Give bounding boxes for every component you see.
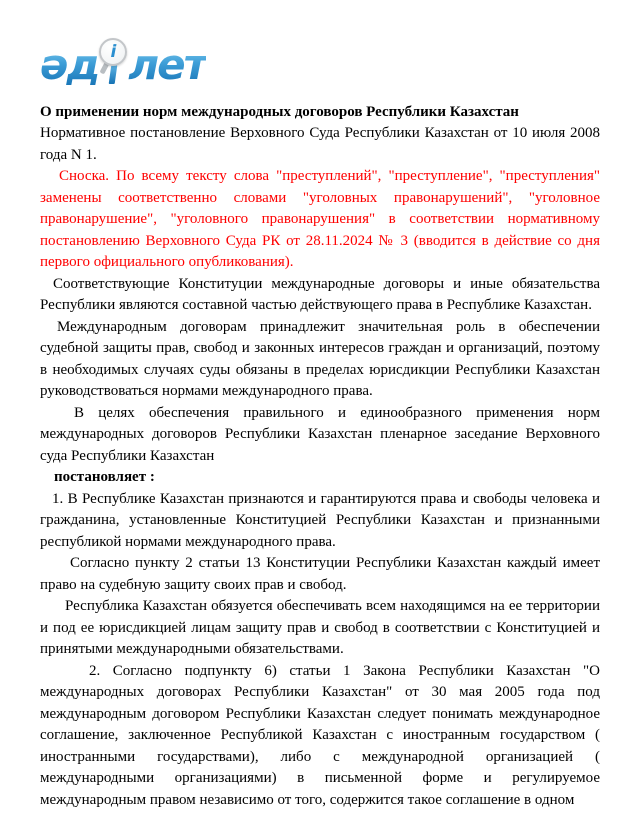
logo-letter-i: і	[110, 41, 117, 62]
document-subtitle: Нормативное постановление Верховного Суда Республики Казахстан от 10 июля 2008 года N 1.	[40, 125, 600, 163]
footnote-paragraph: Сноска. По всему тексту слова "преступлений", "преступление", "преступления" заменены соответственно словами "уголовных правонарушений", "уголовное правонарушение", "уголовного правонарушения" в соответствии нормативному постановлению Верховного Суда РК от 28.11.2024 № 3 (вводится в действие со дня первого официального опубликования).	[40, 168, 600, 270]
document-title: О применении норм международных договоров Республики Казахстан	[40, 104, 519, 120]
point-1a-paragraph: Согласно пункту 2 статьи 13 Конституции Республики Казахстан каждый имеет право на судебную защиту своих прав и свобод.	[40, 555, 600, 593]
letter-i-stem	[109, 65, 118, 84]
adilet-logo[interactable]	[40, 34, 210, 88]
logo-text-right: лет	[128, 40, 206, 89]
preamble-paragraph-3: В целях обеспечения правильного и единообразного применения норм международных договоров Республики Казахстан пленарное заседание Верховного суда Республики Казахстан	[40, 404, 600, 464]
preamble-paragraph-1: Соответствующие Конституции международные договоры и иные обязательства Республики являются составной частью действующего права в Республике Казахстан.	[40, 275, 600, 313]
point-1b-paragraph: Республика Казахстан обязуется обеспечивать всем находящимся на ее территории и под ее юрисдикцией лицам защиту прав и свобод в соответствии с Конституцией и принятыми международными обязательствами.	[40, 598, 600, 657]
resolves-label: постановляет :	[54, 469, 155, 485]
magnifier-lens	[99, 38, 127, 66]
point-1-paragraph: 1. В Республике Казахстан признаются и гарантируются права и свободы человека и гражданина, установленные Конституцией Республики Казахстан и признанными республикой нормами международного права.	[40, 490, 600, 550]
logo-text-left: әд	[40, 40, 99, 89]
magnifier-icon	[98, 38, 128, 88]
preamble-paragraph-2: Международным договорам принадлежит значительная роль в обеспечении судебной защиты прав, свобод и законных интересов граждан и организаций, поэтому в необходимых случаях суды обязаны в пределах юрисдикции Республики Казахстан руководствоваться нормами международного права.	[40, 318, 600, 399]
point-2-paragraph: 2. Согласно подпункту 6) статьи 1 Закона Республики Казахстан "О международных договорах Республики Казахстан" от 30 мая 2005 года под международным договором Республики Казахстан следует понимать международное соглашение, заключенное Республикой Казахстан с иностранным государством ( иностранными государствами), либо с международной организацией ( международными организациями) в письменной форме и регулируемое международным правом независимо от того, содержится такое соглашение в одном	[40, 662, 600, 808]
